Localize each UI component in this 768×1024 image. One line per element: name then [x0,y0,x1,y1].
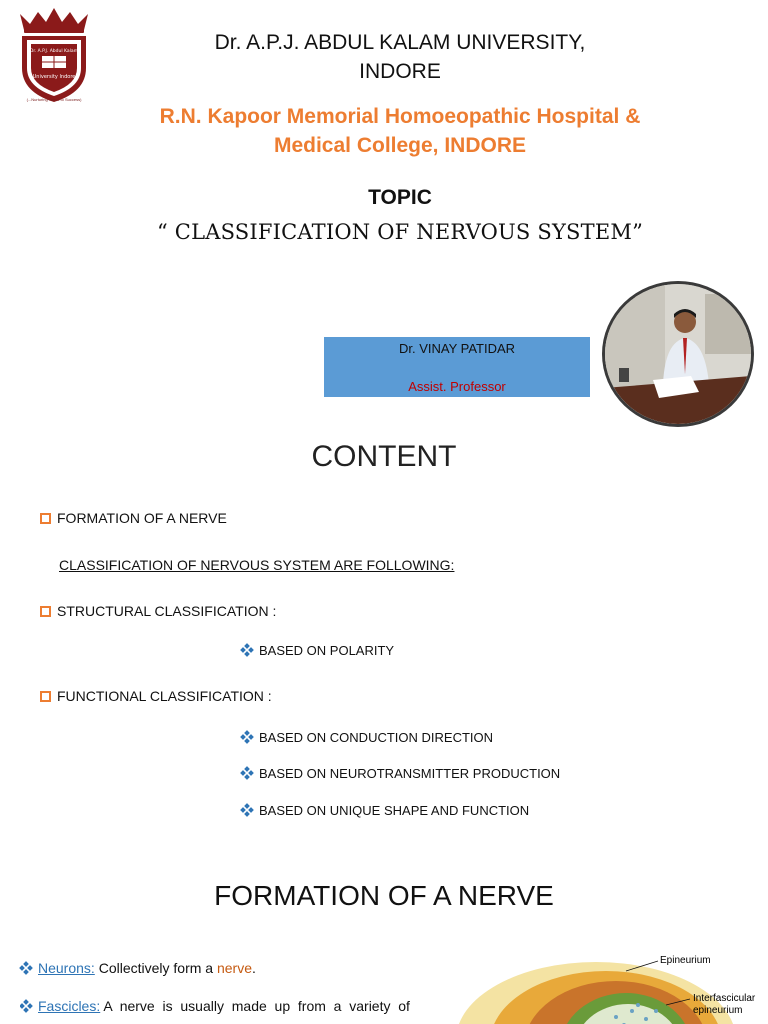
nerve-highlight: nerve [216,960,252,976]
university-line-2: INDORE [359,60,441,83]
nerve-diagram [456,945,768,1024]
functional-sub-item-label: BASED ON CONDUCTION DIRECTION [259,730,494,745]
topic-title: “ CLASSIFICATION OF NERVOUS SYSTEM” [156,220,644,244]
functional-sub-item [241,766,560,781]
diamond-bullet-icon [20,962,32,974]
content-item-formation-label: FORMATION OF A NERVE [57,510,227,526]
functional-sub-item [241,730,493,745]
author-photo-image [605,284,751,424]
content-item-functional-label: FUNCTIONAL CLASSIFICATION : [57,688,272,704]
fascicles-line [20,998,430,1014]
formation-heading: FORMATION OF A NERVE [214,880,554,911]
university-logo [14,6,94,106]
structural-sub-item [241,643,394,658]
diamond-bullet-icon [241,767,253,779]
label-epineurium: Epineurium [660,955,711,966]
fascicles-link[interactable]: Fascicles: [38,998,101,1014]
logo-tagline: (...Nurturing Talent to Success) [26,97,82,102]
functional-sub-item-label: BASED ON NEUROTRANSMITTER PRODUCTION [259,766,561,781]
functional-sub-item-label: BASED ON UNIQUE SHAPE AND FUNCTION [259,803,530,818]
svg-text:University Indore: University Indore [32,74,76,80]
neurons-line [20,960,256,976]
classification-heading: CLASSIFICATION OF NERVOUS SYSTEM ARE FOLLOWING: [59,557,455,573]
university-line-1: Dr. A.P.J. ABDUL KALAM UNIVERSITY, [214,31,586,54]
diamond-bullet-icon [20,1000,32,1012]
structural-sub-item-label: BASED ON POLARITY [259,643,395,658]
diamond-bullet-icon [241,731,253,743]
college-line-2: Medical College, INDORE [273,134,527,157]
checkbox-square-icon [40,691,51,702]
svg-text:Dr. A.P.J. Abdul Kalam: Dr. A.P.J. Abdul Kalam [29,49,79,54]
checkbox-square-icon [40,513,51,524]
topic-label: TOPIC [368,186,432,209]
university-name [150,28,650,86]
diamond-bullet-icon [241,804,253,816]
author-photo [605,284,751,424]
content-item-structural-label: STRUCTURAL CLASSIFICATION : [57,603,277,619]
college-line-1: R.N. Kapoor Memorial Homoeopathic Hospital & [159,105,641,128]
content-item-formation [40,510,227,526]
checkbox-square-icon [40,606,51,617]
neurons-link[interactable]: Neurons: [38,960,95,976]
neurons-end: . [252,960,256,976]
fascicles-text: A nerve is usually made up from a variety of [100,998,410,1014]
content-heading: CONTENT [311,440,457,473]
label-interfascicular: Interfascicular [693,993,756,1004]
label-interfascicular-epineurium: epineurium [693,1005,743,1016]
content-item-functional [40,688,272,704]
functional-sub-item [241,803,529,818]
diamond-bullet-icon [241,644,253,656]
author-role: Assist. Professor [408,379,506,394]
college-name [110,102,690,160]
neurons-text: Collectively form a [94,960,217,976]
content-item-structural [40,603,276,619]
author-name: Dr. VINAY PATIDAR [398,341,516,356]
